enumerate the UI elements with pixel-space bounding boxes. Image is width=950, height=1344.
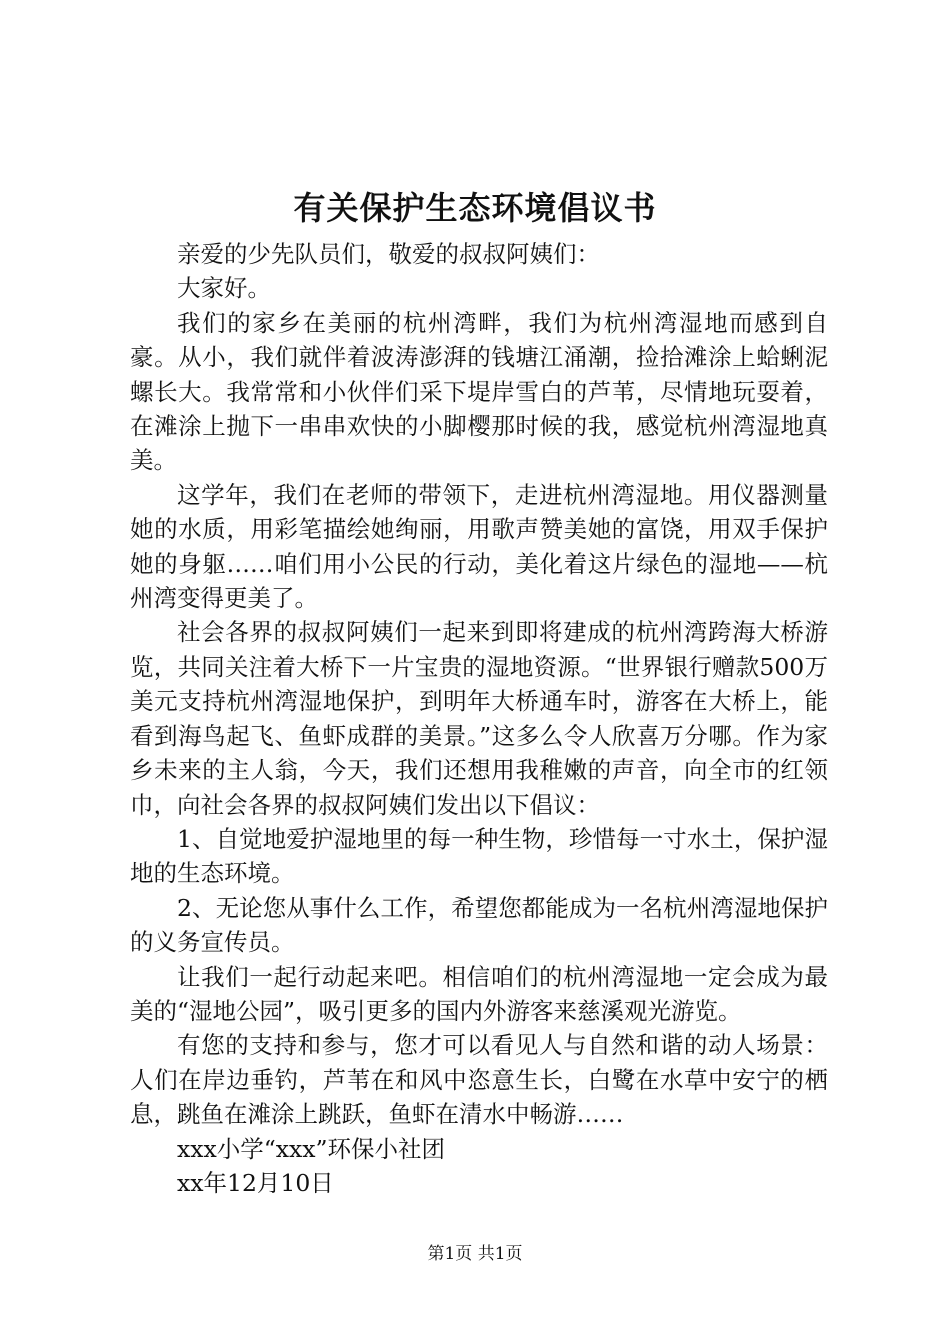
salutation-line: 大家好。: [177, 274, 271, 303]
body-paragraph: 让我们一起行动起来吧。相信咱们的杭州湾湿地一定会成为最美的“湿地公园”，吸引更多的国内外游客来慈溪观光游览。: [130, 962, 828, 1025]
document-title: 有关保护生态环境倡议书: [293, 189, 657, 227]
date-line: xx年12月10日: [177, 1168, 334, 1197]
signature-line: xxx小学“xxx”环保小社团: [177, 1134, 446, 1163]
body-paragraph: 这学年，我们在老师的带领下，走进杭州湾湿地。用仪器测量她的水质，用彩笔描绘她绚丽，用歌声赞美她的富饶，用双手保护她的身躯……咱们用小公民的行动，美化着这片绿色的湿地——杭州湾变得更美了。: [130, 480, 828, 613]
body-paragraph: 我们的家乡在美丽的杭州湾畔，我们为杭州湾湿地而感到自豪。从小，我们就伴着波涛澎湃的钱塘江涌潮，捡拾滩涂上蛤蜊泥螺长大。我常常和小伙伴们采下堤岸雪白的芦苇，尽情地玩耍着，在滩涂上抛下一串串欢快的小脚樱那时候的我，感觉杭州湾湿地真美。: [130, 308, 828, 475]
page-footer: 第1页 共1页: [427, 1244, 523, 1264]
greeting-line: 亲爱的少先队员们，敬爱的叔叔阿姨们：: [177, 240, 600, 268]
body-paragraph: 有您的支持和参与，您才可以看见人与自然和谐的动人场景：人们在岸边垂钓，芦苇在和风中恣意生长，白鹭在水草中安宁的栖息，跳鱼在滩涂上跳跃，鱼虾在清水中畅游……: [130, 1031, 828, 1129]
document-body: [130, 237, 828, 1200]
proposal-item: 1、自觉地爱护湿地里的每一种生物，珍惜每一寸水土，保护湿地的生态环境。: [130, 824, 828, 888]
body-paragraph: 社会各界的叔叔阿姨们一起来到即将建成的杭州湾跨海大桥游览，共同关注着大桥下一片宝贵的湿地资源。“世界银行赠款500万美元支持杭州湾湿地保护，到明年大桥通车时，游客在大桥上，能看到海鸟起飞、鱼虾成群的美景。”这多么令人欣喜万分哪。作为家乡未来的主人翁，今天，我们还想用我稚嫩的声音，向全市的红领巾，向社会各界的叔叔阿姨们发出以下倡议：: [130, 618, 828, 819]
proposal-item: 2、无论您从事什么工作，希望您都能成为一名杭州湾湿地保护的义务宣传员。: [130, 893, 828, 957]
